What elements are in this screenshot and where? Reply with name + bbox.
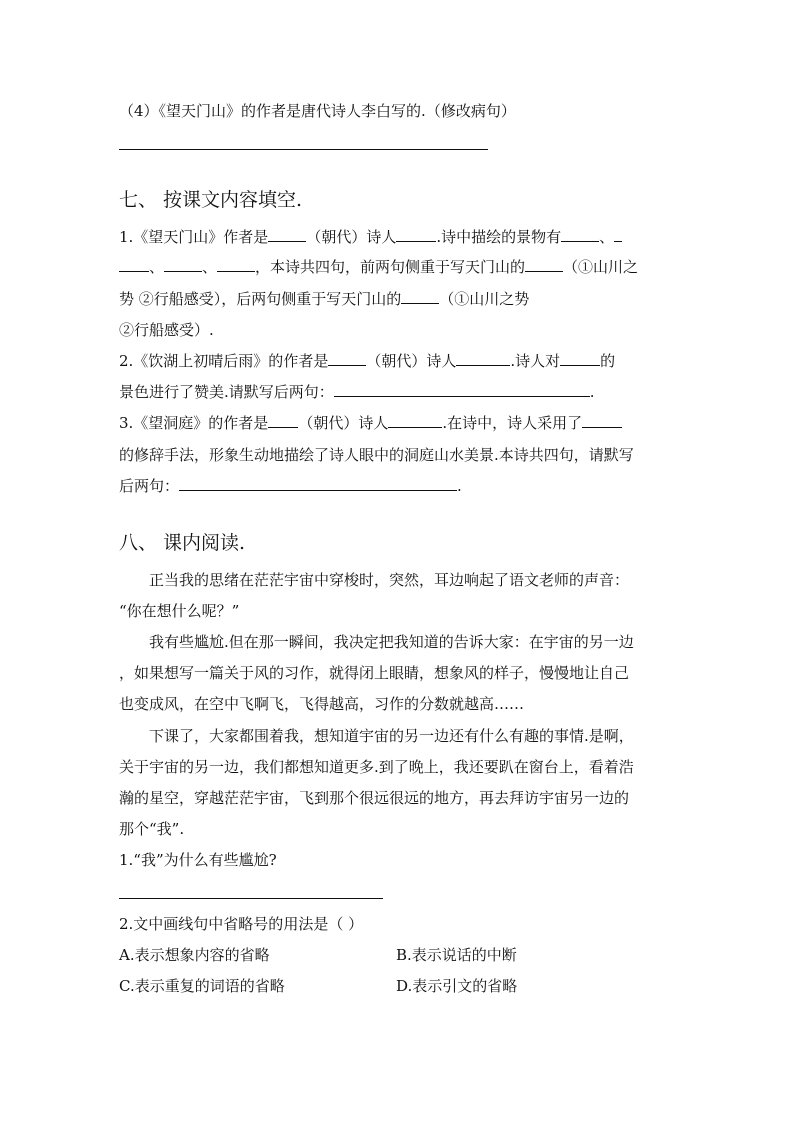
blank[interactable] xyxy=(334,382,590,397)
passage-line: 瀚的星空，穿越茫茫宇宙，飞到那个很远很远的地方，再去拜访宇宙另一边的 xyxy=(119,789,630,807)
answer-line-reading-q1 xyxy=(119,898,383,899)
blank[interactable] xyxy=(561,227,599,242)
section-7-item-1-line-4: ②行船感受）. xyxy=(119,321,214,339)
section-8-heading: 八、 课内阅读. xyxy=(119,532,246,554)
blank[interactable] xyxy=(119,257,149,272)
section-7-item-1-line-1: 1.《望天门山》作者是 （朝代）诗人 .诗中描绘的景物有 、 xyxy=(119,227,622,247)
passage-line: “你在想什么呢？” xyxy=(119,602,240,620)
blank[interactable] xyxy=(582,413,622,428)
section-7-item-3-line-1: 3.《望洞庭》的作者是 （朝代）诗人 .在诗中，诗人采用了 xyxy=(119,413,622,433)
blank[interactable] xyxy=(525,257,563,272)
blank[interactable] xyxy=(217,257,255,272)
blank[interactable] xyxy=(268,413,298,428)
question-4-text: （4）《望天门山》的作者是唐代诗人李白写的.（修改病句） xyxy=(119,102,516,120)
blank[interactable] xyxy=(560,351,600,366)
blank[interactable] xyxy=(164,257,202,272)
passage-line: 我有些尴尬.但在那一瞬间，我决定把我知道的告诉大家：在宇宙的另一边 xyxy=(149,633,634,651)
blank[interactable] xyxy=(614,227,622,242)
passage-line: 那个“我”. xyxy=(119,820,185,838)
section-7-item-1-line-3: 势 ②行船感受），后两句侧重于写天门山的 （①山川之势 xyxy=(119,290,530,308)
section-7-item-1-line-2: 、 、 ，本诗共四句，前两句侧重于写天门山的 （①山川之 xyxy=(119,257,638,277)
option-c[interactable]: C.表示重复的词语的省略 xyxy=(119,977,285,995)
passage-line: 下课了，大家都围着我，想知道宇宙的另一边还有什么有趣的事情.是啊， xyxy=(149,727,634,745)
question-4 xyxy=(119,101,516,121)
blank[interactable] xyxy=(401,289,439,304)
option-d[interactable]: D.表示引文的省略 xyxy=(396,977,518,995)
blank[interactable] xyxy=(396,227,436,242)
passage-line: 关于宇宙的另一边，我们都想知道更多.到了晚上，我还要趴在窗台上，看着浩 xyxy=(119,758,634,776)
option-b[interactable]: B.表示说话的中断 xyxy=(396,946,517,964)
blank[interactable] xyxy=(268,227,306,242)
blank[interactable] xyxy=(388,413,442,428)
blank[interactable] xyxy=(179,476,457,491)
reading-question-1: 1.“我”为什么有些尴尬? xyxy=(119,851,277,869)
blank[interactable] xyxy=(456,351,510,366)
option-a[interactable]: A.表示想象内容的省略 xyxy=(119,946,270,964)
section-7-item-3-line-2: 的修辞手法，形象生动地描绘了诗人眼中的洞庭山水美景.本诗共四句，请默写 xyxy=(119,446,634,464)
section-7-item-2-line-2: 景色进行了赞美.请默写后两句： . xyxy=(119,383,595,401)
section-7-item-2-line-1: 2.《饮湖上初晴后雨》的作者是 （朝代）诗人 .诗人对 的 xyxy=(119,352,616,370)
section-7-heading: 七、 按课文内容填空. xyxy=(119,189,303,211)
passage-line: 正当我的思绪在茫茫宇宙中穿梭时，突然，耳边响起了语文老师的声音： xyxy=(149,571,630,589)
passage-line: ，如果想写一篇关于风的习作，就得闭上眼睛，想象风的样子，慢慢地让自己 xyxy=(119,664,630,682)
blank[interactable] xyxy=(328,351,366,366)
answer-line-q4 xyxy=(119,149,488,150)
reading-question-2: 2.文中画线句中省略号的用法是（ ） xyxy=(119,915,364,933)
section-7-item-3-line-3: 后两句： . xyxy=(119,477,462,495)
passage-line: 也变成风，在空中飞啊飞，飞得越高，习作的分数就越高…… xyxy=(119,695,525,713)
